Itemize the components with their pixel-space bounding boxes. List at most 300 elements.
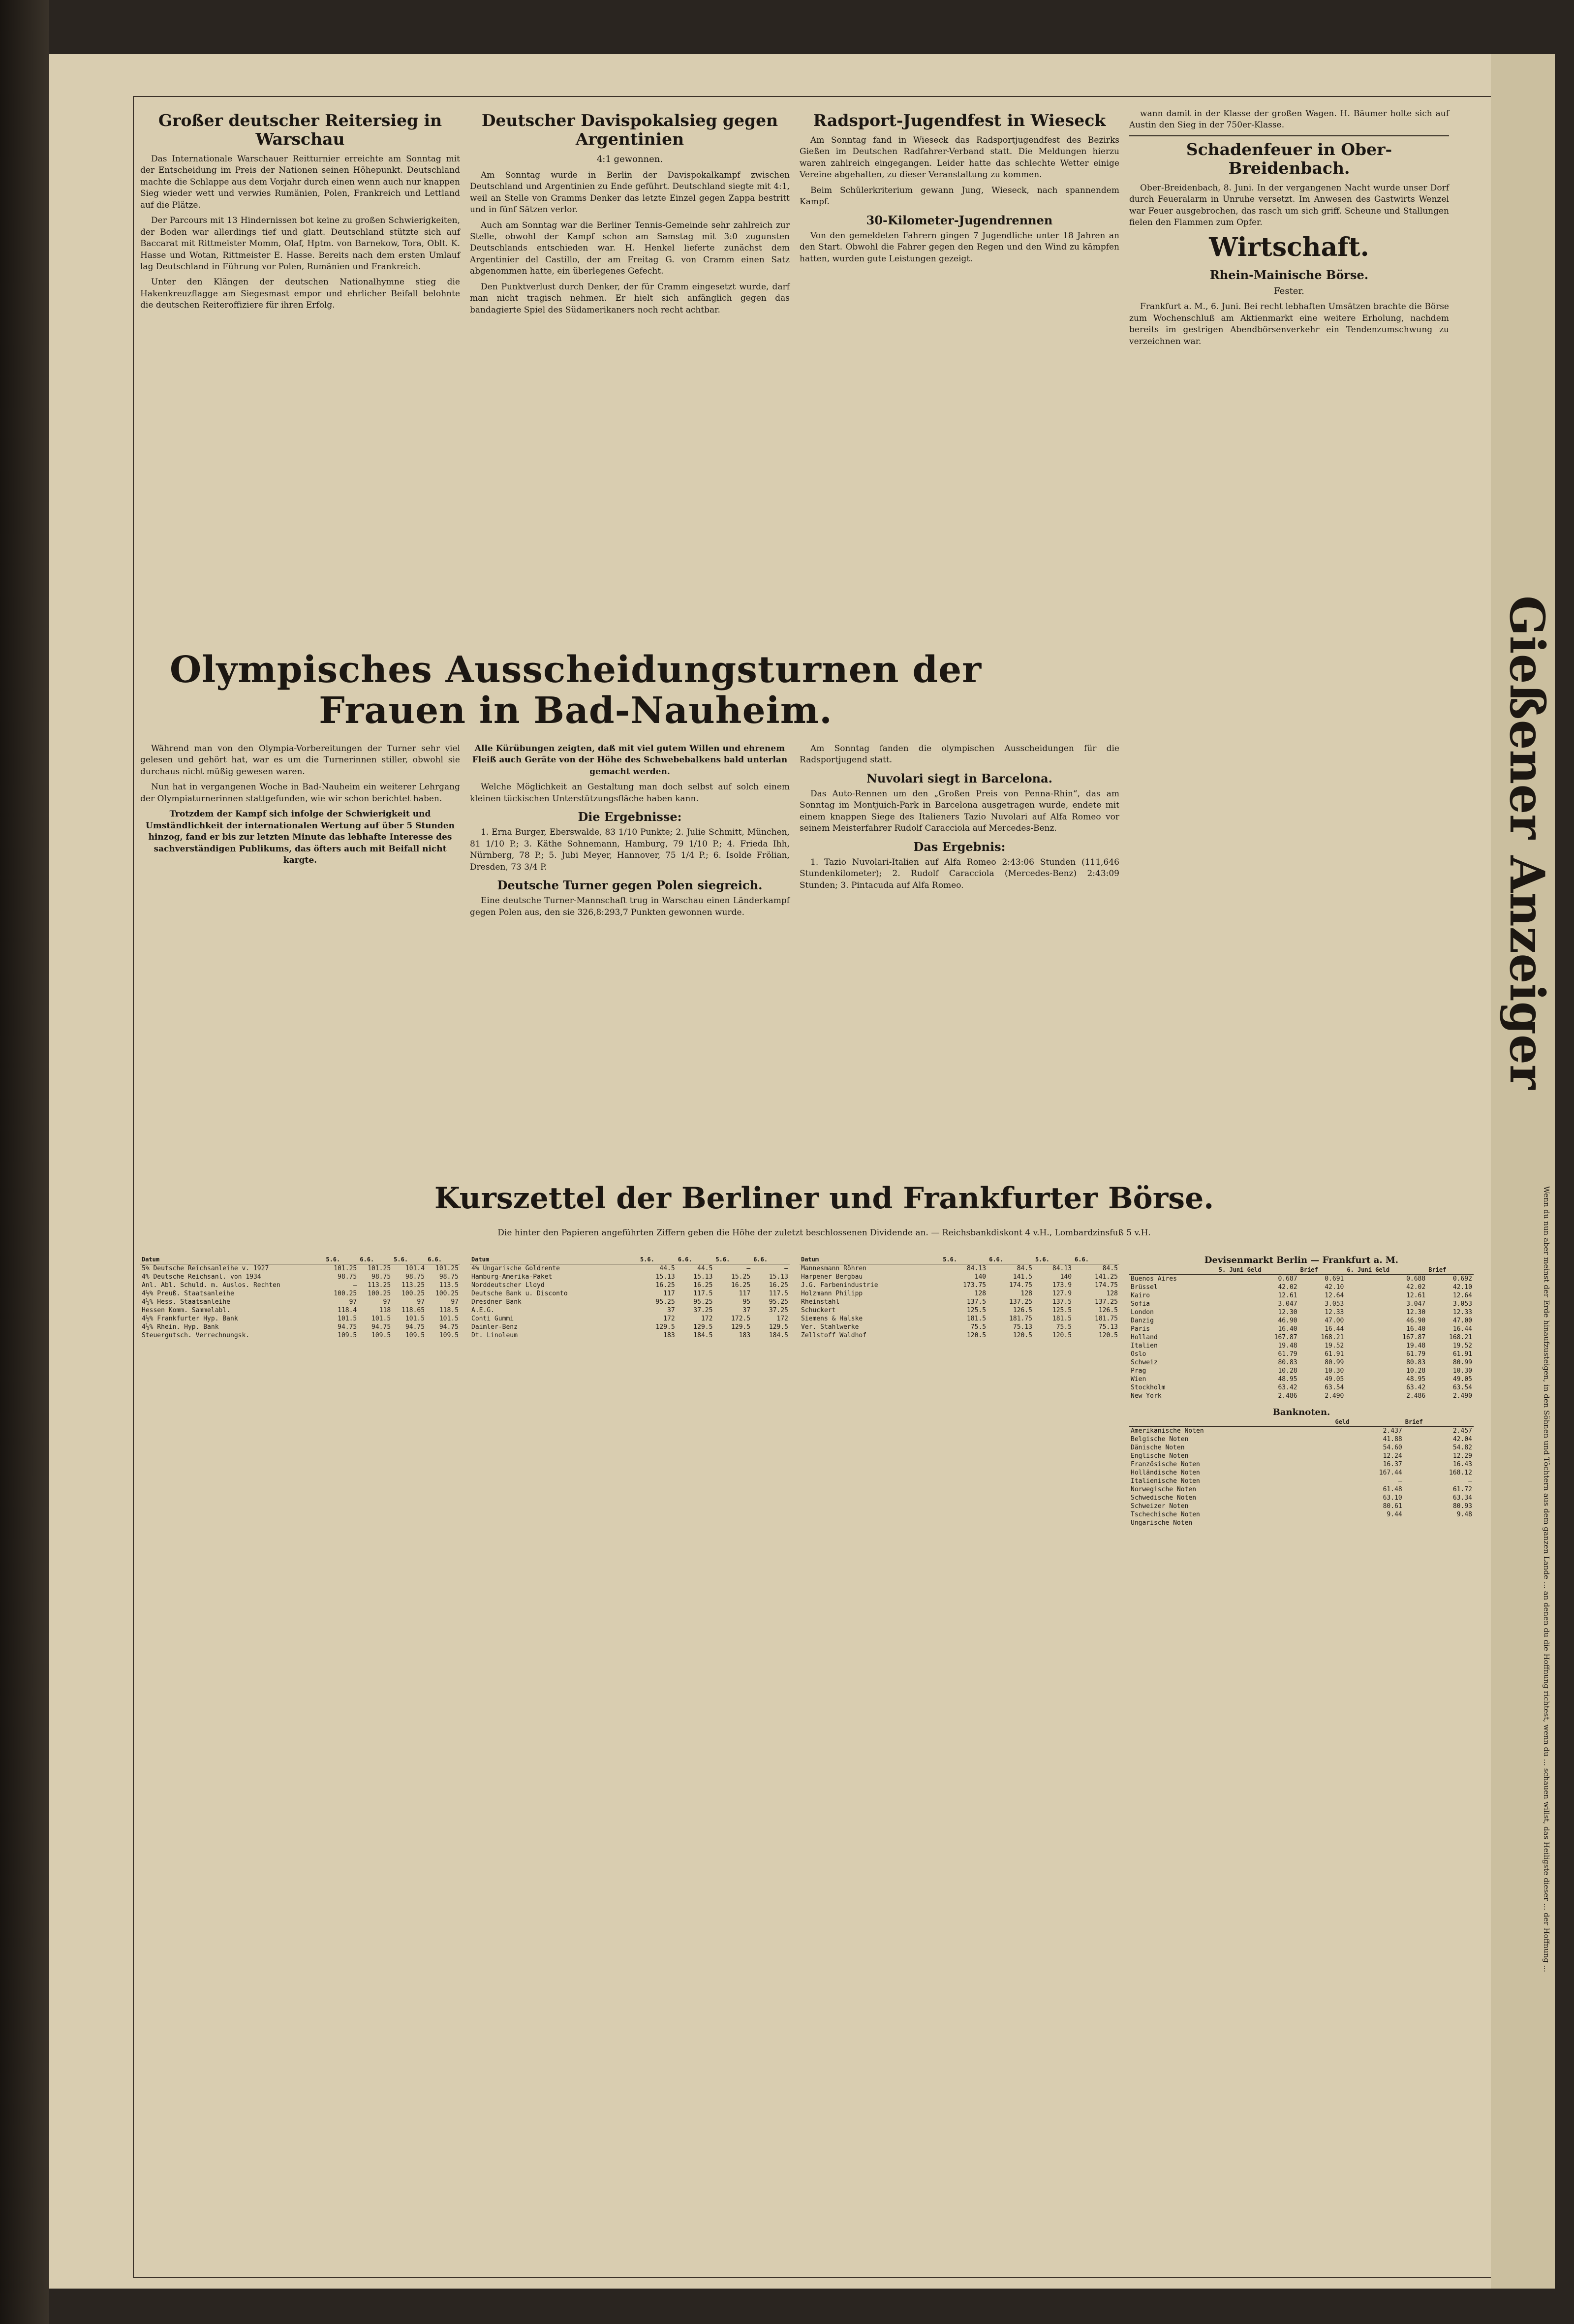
row-label: Wien [1131,1376,1146,1383]
cell-value: 168.21 [1449,1334,1472,1341]
cell-value: 12.64 [1452,1292,1472,1299]
cell-value: 109.5 [338,1332,357,1339]
cell-value: 126.5 [1013,1307,1033,1314]
table-row [140,1289,460,1298]
cell-value: 168.21 [1321,1334,1344,1341]
table-row [1129,1325,1474,1333]
cell-value: 19.52 [1452,1342,1472,1350]
cell-value: 95 [742,1298,751,1306]
row-label: Rheinstahl [801,1298,840,1306]
cell-value: 0.691 [1325,1275,1344,1283]
cell-value: 84.5 [1102,1265,1118,1272]
paragraph-bold: Alle Kürübungen zeigten, daß mit viel gutem Willen und ehrenem Fleiß auch Geräte von der Höhe des Schwebebalkens bald unterlan gemacht werden. [472,744,788,777]
row-label: Norddeutscher Lloyd [471,1282,545,1289]
row-label: Anl. Abl. Schuld. m. Auslos. Rechten [142,1282,280,1289]
cell-value: 61.79 [1406,1350,1426,1358]
table-row [800,1315,1119,1323]
cell-value: 174.75 [1009,1282,1033,1289]
table-row [1129,1427,1474,1436]
kurs-table-3 [800,1255,1119,1340]
row-label: Englische Noten [1131,1452,1189,1460]
paragraph: Frankfurt a. M., 6. Juni. Bei recht lebhaften Umsätzen brachte die Börse zum Wochenschluß am Aktienmarkt eine weitere Erholung, nachdem bereits im gestrigen Abendbörsenverkehr ein Tendenzumschwung zu verzeichnen war. [1129,302,1449,346]
cell-value: 183 [739,1332,751,1339]
cell-value: 113.5 [439,1282,459,1289]
cell-value: 125.5 [966,1307,987,1314]
table-row [1129,1275,1474,1284]
cell-value: 109.5 [439,1332,459,1339]
cell-value: 129.5 [731,1323,751,1331]
cell-value: 101.25 [334,1265,357,1272]
cell-value: 75.13 [1098,1323,1118,1331]
cell-value: — [1398,1519,1402,1527]
row-label: Schwedische Noten [1131,1494,1197,1502]
cell-value: 101.5 [405,1315,425,1322]
table-row [1129,1358,1474,1367]
cell-value: 2.457 [1452,1427,1472,1435]
paragraph: Auch am Sonntag war die Berliner Tennis-Gemeinde sehr zahlreich zur Stelle, obwohl der Kampf schon am Samstag mit 3:0 zugunsten Deutschlands entschieden war. H. Henkel lieferte zunächst dem Argentinier del Castillo, der am Freitag G. von Cramm einen Satz abgenommen hatte, ein überlegenes Gefecht. [470,220,790,277]
cell-value: 12.29 [1452,1452,1472,1460]
article-turnen-left [140,743,460,871]
row-label: Buenos Aires [1131,1275,1177,1283]
kurs-table-1 [140,1255,460,1340]
subline: 4:1 gewonnen. [596,154,663,164]
row-label: Brüssel [1131,1284,1158,1291]
cell-value: 80.93 [1452,1503,1472,1510]
cell-value: 181.75 [1095,1315,1118,1322]
column-header [1129,1265,1217,1275]
kurs-table-1-body [140,1264,460,1340]
cell-value: 16.44 [1325,1325,1344,1333]
table-row [470,1331,790,1340]
heading-turner-polen: Deutsche Turner gegen Polen siegreich. [497,878,763,893]
row-label: 4½% Hess. Staatsanleihe [142,1298,231,1306]
row-label: 4½% Frankfurter Hyp. Bank [142,1315,238,1322]
cell-value: 2.486 [1406,1392,1426,1400]
table-row [1129,1477,1474,1485]
cell-value: 113.25 [368,1282,391,1289]
cell-value: 2.490 [1452,1392,1472,1400]
cell-value: 42.04 [1452,1436,1472,1443]
cell-value: 75.5 [970,1323,987,1331]
col-head-d2: 6.6. [358,1255,392,1264]
cell-value: 12.61 [1406,1292,1426,1299]
table-row [1129,1392,1474,1400]
col-head-datum: Datum [140,1255,324,1264]
cell-value: 117 [663,1290,675,1297]
article-davispokal [470,108,790,320]
col-head-datum: Datum [470,1255,639,1264]
cell-value: 141.25 [1095,1273,1118,1281]
cell-value: 37.25 [769,1307,788,1314]
cell-value: 98.75 [338,1273,357,1281]
table-row [1129,1444,1474,1452]
sub-heading-fester: Fester. [1274,285,1304,296]
paragraph: Von den gemeldeten Fahrern gingen 7 Jugendliche unter 18 Jahren an den Start. Obwohl die Fahrer gegen den Regen und den Wind zu kämpfen hatten, wurden gute Leistungen gezeigt. [800,230,1119,264]
cell-value: 100.25 [334,1290,357,1297]
row-label: 4½% Preuß. Staatsanleihe [142,1290,234,1297]
col-head-d1: 5.6. [639,1255,677,1264]
cell-value: 128 [974,1290,987,1297]
cell-value: 19.52 [1325,1342,1344,1350]
column-header: 6. Juni Geld [1345,1265,1427,1275]
cell-value: 3.047 [1278,1300,1297,1308]
row-label: Daimler-Benz [471,1323,518,1331]
table-row [1129,1485,1474,1494]
article-turnen-mid [470,743,790,922]
cell-value: 80.83 [1406,1359,1426,1366]
cell-value: 173.75 [963,1282,987,1289]
table-row [140,1315,460,1323]
divider [1129,135,1449,136]
row-label: Oslo [1131,1350,1146,1358]
cell-value: 100.25 [401,1290,425,1297]
cell-value: 75.5 [1056,1323,1072,1331]
col-head-d1: 5.6. [714,1255,752,1264]
table-row [800,1273,1119,1281]
paragraph: Am Sonntag fanden die olympischen Ausscheidungen für die Radsportjugend statt. [800,744,1119,765]
col-head-d1: 5.6. [392,1255,426,1264]
cell-value: — [1398,1477,1402,1485]
cell-value: 137.5 [1052,1298,1072,1306]
cell-value: 167.87 [1274,1334,1297,1341]
devisen-table-body [1129,1275,1474,1401]
cell-value: 42.10 [1452,1284,1472,1291]
row-label: Conti Gummi [471,1315,514,1322]
cell-value: 75.13 [1013,1323,1033,1331]
table-row [800,1323,1119,1331]
cell-value: 63.54 [1452,1384,1472,1391]
cell-value: 3.053 [1325,1300,1344,1308]
cell-value: 47.00 [1325,1317,1344,1324]
paragraph: Unter den Klängen der deutschen Nationalhymne stieg die Hakenkreuzflagge am Siegesmast empor und ehrlicher Beifall belohnte die deutschen Reiteroffiziere für ihren Erfolg. [140,277,460,311]
paragraph: Ober-Breidenbach, 8. Juni. In der vergangenen Nacht wurde unser Dorf durch Feueralarm in Unruhe versetzt. Im Anwesen des Gastwirts Wenzel war Feuer ausgebrochen, das rasch um sich griff. Scheune und Stallungen fielen den Flammen zum Opfer. [1129,183,1449,228]
cell-value: 84.13 [1052,1265,1072,1272]
cell-value: 173.9 [1052,1282,1072,1289]
cell-value: 183 [663,1332,675,1339]
strip-text: Wenn du nun aber meinst der Erde hinaufzusteigen, in den Söhnen und Töchtern aus dem ganzen Lande ... an denen du die Hoffnung richtest, wenn du ... schauen willst, das Heiligste dieser ... der Hoffnung ... [1542,1186,1551,1972]
table-row [470,1281,790,1289]
cell-value: 16.44 [1452,1325,1472,1333]
cell-value: 12.61 [1278,1292,1297,1299]
cell-value: 98.75 [405,1273,425,1281]
cell-value: 184.5 [769,1332,788,1339]
cell-value: 117.5 [693,1290,713,1297]
cell-value: 137.25 [1009,1298,1033,1306]
cell-value: 80.61 [1383,1503,1402,1510]
table-row [470,1298,790,1306]
paragraph: wann damit in der Klasse der großen Wagen. H. Bäumer holte sich auf Austin den Sieg in der 750er-Klasse. [1129,109,1449,130]
cell-value: 174.75 [1095,1282,1118,1289]
cell-value: 126.5 [1098,1307,1118,1314]
cell-value: 129.5 [655,1323,675,1331]
cell-value: 12.64 [1325,1292,1344,1299]
cell-value: — [1468,1477,1472,1485]
cell-value: — [1468,1519,1472,1527]
table-row [1129,1460,1474,1469]
heading-radsport: Radsport-Jugendfest in Wieseck [813,111,1106,130]
cell-value: 44.5 [697,1265,713,1272]
row-label: Holländische Noten [1131,1469,1200,1476]
table-row [1129,1308,1474,1317]
row-label: J.G. Farbenindustrie [801,1282,878,1289]
cell-value: 12.30 [1278,1309,1297,1316]
table-row [140,1273,460,1281]
row-label: Hessen Komm. Sammelabl. [142,1307,231,1314]
section-wirtschaft: Wirtschaft. [1209,232,1369,262]
cell-value: 184.5 [693,1332,713,1339]
cell-value: 42.10 [1325,1284,1344,1291]
cell-value: 109.5 [405,1332,425,1339]
table-row [470,1323,790,1331]
cell-value: 117.5 [769,1290,788,1297]
cell-value: 9.44 [1387,1511,1402,1518]
col-head-d2: 6.6. [426,1255,460,1264]
cell-value: 109.5 [371,1332,391,1339]
column-header [1129,1417,1334,1427]
cell-value: 125.5 [1052,1307,1072,1314]
cell-value: 172 [663,1315,675,1322]
paragraph: Der Parcours mit 13 Hindernissen bot keine zu großen Schwierigkeiten, der Boden war allerdings tief und glatt. Deutschland stützte sich auf Baccarat mit Rittmeister Momm, Olaf, Hptm. von Barnekow, Tora, Oblt. K. Hasse und Wotan, Rittmeister E. Hasse. Bereits nach dem ersten Umlauf lag Deutschland in Führung vor Polen, Rumänien und Frankreich. [140,216,460,272]
paragraph: Den Punktverlust durch Denker, der für Cramm eingesetzt wurde, darf man nicht tragisch nehmen. Er hielt sich anfänglich gegen das bandagierte Spiel des Südamerikaners noch recht achtbar. [470,282,790,315]
cell-value: 12.33 [1325,1309,1344,1316]
cell-value: 84.5 [1017,1265,1033,1272]
table-row [470,1289,790,1298]
row-label: Paris [1131,1325,1150,1333]
table-row [140,1298,460,1306]
sub-heading: 30-Kilometer-Jugendrennen [866,213,1053,227]
cell-value: 129.5 [693,1323,713,1331]
heading-davispokal: Deutscher Davispokalsieg gegen Argentinien [481,111,778,149]
cell-value: 12.33 [1452,1309,1472,1316]
row-label: Mannesmann Röhren [801,1265,867,1272]
table-row [1129,1519,1474,1527]
paragraph: Eine deutsche Turner-Mannschaft trug in Warschau einen Länderkampf gegen Polen aus, den sie 326,8:293,7 Punkten gewonnen wurde. [470,896,790,917]
cell-value: 141.5 [1013,1273,1033,1281]
cell-value: 181.5 [966,1315,987,1322]
newspaper-page [49,54,1555,2289]
cell-value: 37.25 [693,1307,713,1314]
cell-value: 15.13 [693,1273,713,1281]
cell-value: 98.75 [439,1273,459,1281]
cell-value: 61.48 [1383,1486,1402,1493]
kurszettel-title: Kurszettel der Berliner und Frankfurter Börse. [434,1181,1214,1216]
cell-value: 10.28 [1406,1367,1426,1375]
col-head-d2: 6.6. [752,1255,790,1264]
cell-value: 63.10 [1383,1494,1402,1502]
cell-value: 97 [417,1298,425,1306]
row-label: Schweiz [1131,1359,1158,1366]
cell-value: 118.4 [338,1307,357,1314]
table-row [1129,1350,1474,1358]
cell-value: 15.25 [731,1273,751,1281]
cell-value: 2.437 [1383,1427,1402,1435]
cell-value: 181.5 [1052,1315,1072,1322]
table-row [800,1331,1119,1340]
row-label: Dt. Linoleum [471,1332,518,1339]
cell-value: 172.5 [731,1315,751,1322]
table-row [1129,1452,1474,1460]
column-header: Brief [1299,1265,1346,1275]
cell-value: 12.30 [1406,1309,1426,1316]
column-header: Brief [1404,1417,1474,1427]
cell-value: 95.25 [769,1298,788,1306]
column-header: 5. Juni Geld [1217,1265,1299,1275]
paragraph: Beim Schülerkriterium gewann Jung, Wieseck, nach spannendem Kampf. [800,185,1119,207]
table-row [140,1281,460,1289]
table-row [1129,1317,1474,1325]
cell-value: 120.5 [1052,1332,1072,1339]
row-label: Tschechische Noten [1131,1511,1200,1518]
table-row [800,1281,1119,1289]
cell-value: 63.42 [1278,1384,1297,1391]
results-heading: Die Ergebnisse: [578,810,682,824]
cell-value: 16.25 [731,1282,751,1289]
banknoten-table [1129,1417,1474,1527]
kurszettel-note: Die hinter den Papieren angeführten Ziffern geben die Höhe der zuletzt beschlossenen Dividende an. — Reichsbankdiskont 4 v.H., Lombardzinsfuß 5 v.H. [497,1228,1151,1238]
cell-value: 19.48 [1278,1342,1297,1350]
row-label: Harpener Bergbau [801,1273,863,1281]
table-row [1129,1300,1474,1308]
cell-value: 118 [379,1307,391,1314]
cell-value: 97 [451,1298,459,1306]
table-row [1129,1342,1474,1350]
column-wirtschaft [1129,108,1449,351]
paragraph: Nun hat in vergangenen Woche in Bad-Nauheim ein weiterer Lehrgang der Olympiaturnerinnen stattgefunden, wie wir schon berichtet haben. [140,782,460,804]
row-label: A.E.G. [471,1307,494,1314]
paragraph: Das Internationale Warschauer Reitturnier erreichte am Sonntag mit der Entscheidung im Preis der Nationen seinen Höhepunkt. Deutschland machte die Schlappe aus dem Vorjahr durch einen wenn auch nur knappen Sieg wieder wett und verwies Rumänien, Polen, Frankreich und Lettland auf die Plätze. [140,154,460,210]
cell-value: 120.5 [1013,1332,1033,1339]
heading-schadenfeuer: Schadenfeuer in Ober-Breidenbach. [1186,139,1392,178]
cell-value: — [746,1265,751,1272]
cell-value: 97 [383,1298,391,1306]
row-label: 4% Deutsche Reichsanl. von 1934 [142,1273,261,1281]
col-head-d2: 6.6. [677,1255,714,1264]
table-row [1129,1291,1474,1300]
table-row [1129,1283,1474,1291]
cell-value: 37 [742,1307,751,1314]
row-label: 4½% Rhein. Hyp. Bank [142,1323,219,1331]
table-row [470,1315,790,1323]
cell-value: 128 [1106,1290,1118,1297]
cell-value: 49.05 [1452,1376,1472,1383]
cell-value: 41.88 [1383,1436,1402,1443]
cell-value: 101.25 [368,1265,391,1272]
cell-value: 80.83 [1278,1359,1297,1366]
row-label: Italienische Noten [1131,1477,1200,1485]
cell-value: 140 [1060,1273,1072,1281]
banknoten-title: Banknoten. [1272,1407,1330,1417]
row-label: New York [1131,1392,1162,1400]
row-label: Steuergutsch. Verrechnungsk. [142,1332,250,1339]
row-label: Danzig [1131,1317,1154,1324]
paragraph: Das Auto-Rennen um den „Großen Preis von Penna-Rhin“, das am Sonntag im Montjuich-Park in Barcelona ausgetragen wurde, endete mit einem knappen Siege des Italieners Tazio Nuvolari auf Alfa Romeo vor seinem Meisterfahrer Rudolf Caracciola auf Mercedes-Benz. [800,789,1119,834]
row-label: Belgische Noten [1131,1436,1189,1443]
cell-value: 44.5 [659,1265,675,1272]
sub-heading-boerse: Rhein-Mainische Börse. [1209,268,1369,283]
cell-value: 101.5 [439,1315,459,1322]
cell-value: 84.13 [966,1265,987,1272]
row-label: Ver. Stahlwerke [801,1323,859,1331]
col-head-datum: Datum [800,1255,941,1264]
cell-value: 113.25 [401,1282,425,1289]
cell-value: 137.25 [1095,1298,1118,1306]
cell-value: 47.00 [1452,1317,1472,1324]
cell-value: 3.053 [1452,1300,1472,1308]
cell-value: 94.75 [371,1323,391,1331]
row-label: London [1131,1309,1154,1316]
cell-value: 16.37 [1383,1461,1402,1468]
cell-value: 46.90 [1406,1317,1426,1324]
heading-olympisches-turnen: Olympisches Ausscheidungsturnen der Frauen in Bad-Nauheim. [169,649,982,732]
cell-value: 0.687 [1278,1275,1297,1283]
table-row [470,1306,790,1315]
results: 1. Erna Burger, Eberswalde, 83 1/10 Punkte; 2. Julie Schmitt, München, 81 1/10 P.; 3. Käthe Sohnemann, Hamburg, 79 1/10 P.; 4. Frieda Ihh, Nürnberg, 78 P.; 5. Jubi Meyer, Hannover, 75 1/4 P.; 6. Isolde Frölian, Dresden, 73 3/4 P. [470,827,790,872]
cell-value: 94.75 [338,1323,357,1331]
kurs-table-2-body [470,1264,790,1340]
cell-value: 9.48 [1456,1511,1472,1518]
article-reitersieg [140,108,460,315]
cell-value: 16.25 [655,1282,675,1289]
table-row [470,1264,790,1273]
row-label: Dänische Noten [1131,1444,1185,1451]
cell-value: 10.30 [1325,1367,1344,1375]
devisen-title: Devisenmarkt Berlin — Frankfurt a. M. [1204,1255,1399,1265]
cell-value: 168.12 [1449,1469,1472,1476]
cell-value: 118.65 [401,1307,425,1314]
article-radsport [800,108,1119,269]
cell-value: 129.5 [769,1323,788,1331]
row-label: Schuckert [801,1307,836,1314]
table-row [800,1298,1119,1306]
table-row [140,1331,460,1340]
column-header: Geld [1334,1417,1404,1427]
kurs-table-3-body [800,1264,1119,1340]
cell-value: 80.99 [1325,1359,1344,1366]
row-label: 5% Deutsche Reichsanleihe v. 1927 [142,1265,269,1272]
cell-value: 63.42 [1406,1384,1426,1391]
cell-value: 95.25 [655,1298,675,1306]
cell-value: 120.5 [966,1332,987,1339]
cell-value: 61.72 [1452,1486,1472,1493]
row-label: Deutsche Bank u. Disconto [471,1290,568,1297]
cell-value: 2.490 [1325,1392,1344,1400]
row-label: Hamburg-Amerika-Paket [471,1273,553,1281]
table-row [800,1306,1119,1315]
cell-value: 61.91 [1452,1350,1472,1358]
row-label: Sofia [1131,1300,1150,1308]
cell-value: 2.486 [1278,1392,1297,1400]
row-label: Norwegische Noten [1131,1486,1197,1493]
cell-value: 12.24 [1383,1452,1402,1460]
results-heading: Das Ergebnis: [913,839,1006,854]
cell-value: 94.75 [439,1323,459,1331]
cell-value: 3.047 [1406,1300,1426,1308]
cell-value: 80.99 [1452,1359,1472,1366]
heading-nuvolari: Nuvolari siegt in Barcelona. [866,771,1052,785]
cell-value: 42.02 [1406,1284,1426,1291]
cell-value: 94.75 [405,1323,425,1331]
paragraph-bold: Trotzdem der Kampf sich infolge der Schwierigkeit und Umständlichkeit der internationalen Wertung auf über 5 Stunden hinzog, fand er bis zur letzten Minute das lebhafte Interesse des sachverständigen Publikums, das öfters auch mit Beifall nicht kargte. [146,809,455,866]
heading-reitersieg: Großer deutscher Reitersieg in Warschau [158,111,442,149]
devisen-block [1129,1255,1474,1527]
table-row [1129,1383,1474,1392]
cell-value: 128 [1020,1290,1033,1297]
cell-value: 101.4 [405,1265,425,1272]
cell-value: 46.90 [1278,1317,1297,1324]
cell-value: 16.40 [1406,1325,1426,1333]
row-label: Italien [1131,1342,1158,1350]
row-label: Stockholm [1131,1384,1166,1391]
